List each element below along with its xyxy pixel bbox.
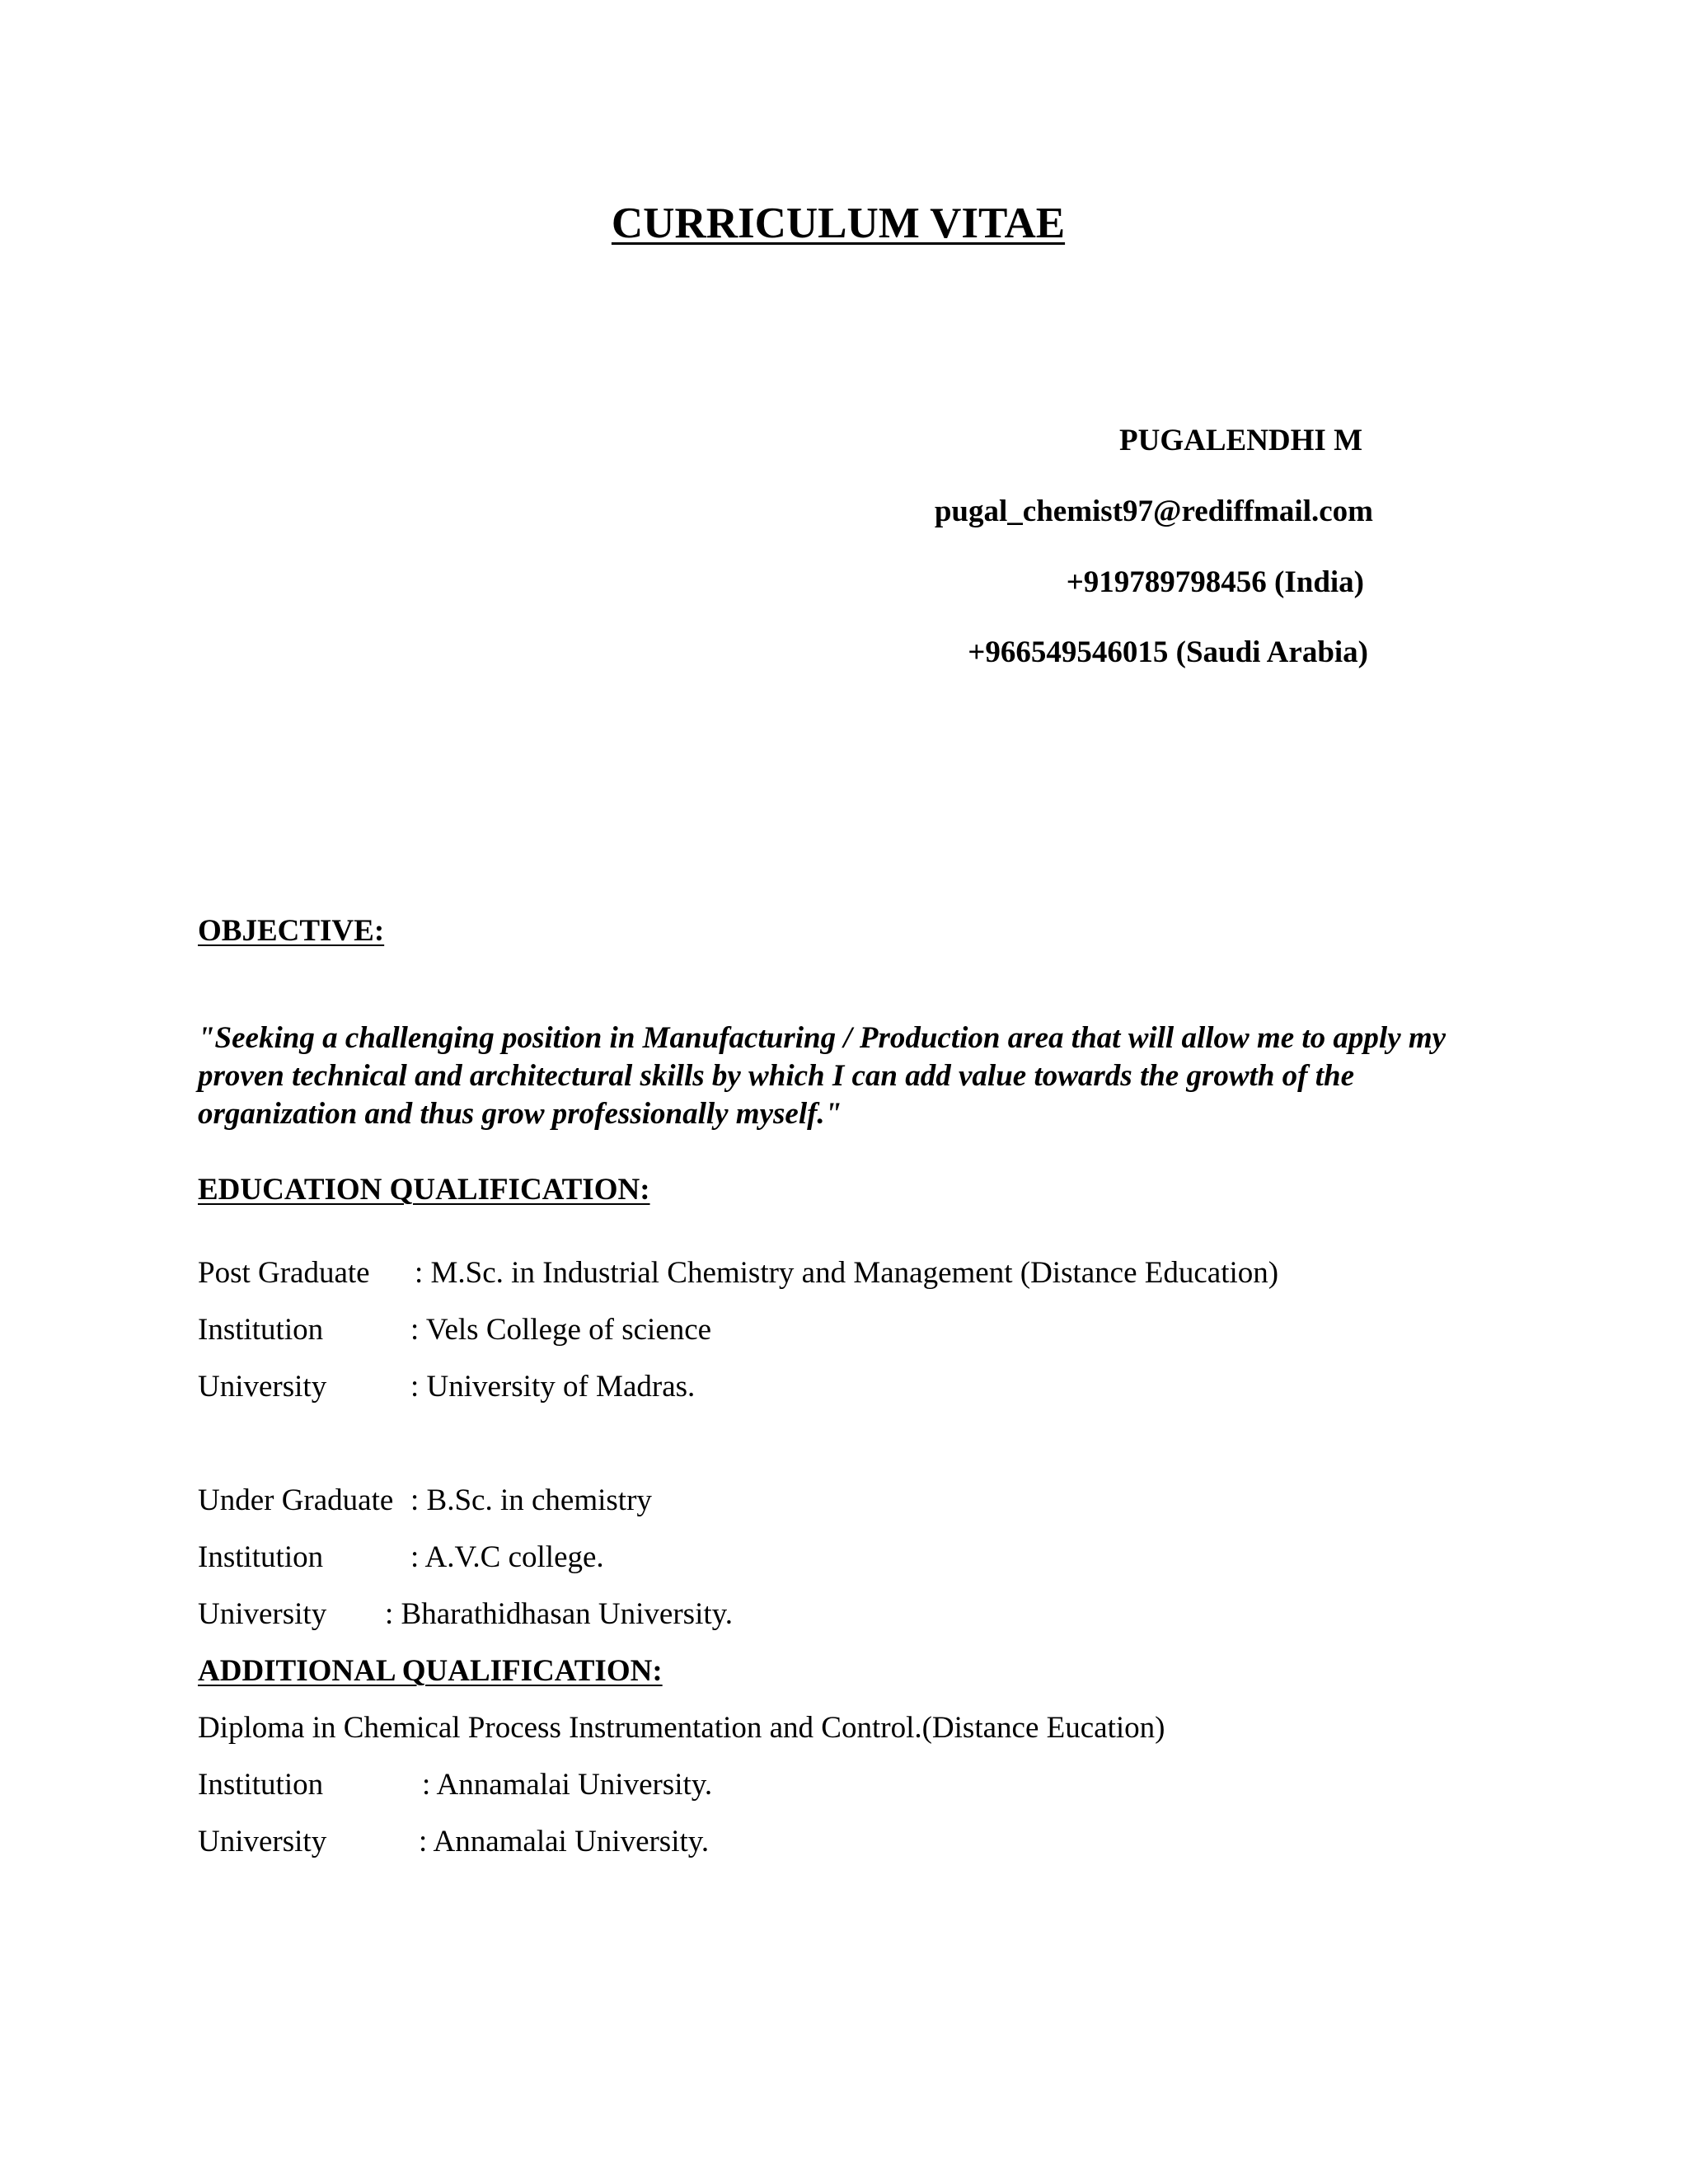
ug-university-row [198,1596,733,1633]
title-text: CURRICULUM VITAE [611,199,1066,247]
pg-university-value: : University of Madras. [410,1370,696,1404]
document-title [0,195,1688,251]
pg-degree-row [198,1254,1278,1292]
add-university-value: : Annamalai University. [419,1825,710,1858]
pg-university-row [198,1368,695,1406]
ug-institution-row [198,1539,604,1577]
add-institution-value: : Annamalai University. [422,1768,713,1802]
ug-university-label: University [198,1597,327,1631]
ug-university-value: : Bharathidhasan University. [385,1597,733,1631]
contact-phone-india: +919789798456 (India) [1066,565,1364,599]
contact-name: PUGALENDHI M [1119,424,1362,457]
pg-degree-value: : M.Sc. in Industrial Chemistry and Management (Distance Education) [415,1256,1279,1290]
ug-institution-value: : A.V.C college. [410,1540,604,1574]
contact-phone-saudi: +966549546015 (Saudi Arabia) [968,635,1368,669]
pg-institution-value: : Vels College of science [410,1313,712,1347]
add-institution-row [198,1766,712,1804]
add-institution-label: Institution [198,1768,324,1802]
contact-email: pugal_chemist97@rediffmail.com [934,494,1373,528]
pg-institution-label: Institution [198,1313,324,1347]
add-university-row [198,1823,709,1861]
ug-degree-row [198,1482,652,1520]
diploma-row: Diploma in Chemical Process Instrumentation and Control.(Distance Eucation) [198,1711,1165,1745]
objective-heading: OBJECTIVE: [198,914,385,948]
pg-degree-label: Post Graduate [198,1256,370,1290]
pg-institution-row [198,1311,711,1349]
objective-text: "Seeking a challenging position in Manufacturing / Production area that will allow me to apply my proven technical and architectural skills by which I can add value towards the growth of the organization and thus grow professionally myself." [198,1021,1447,1131]
education-heading: EDUCATION QUALIFICATION: [198,1173,650,1207]
pg-university-label: University [198,1370,327,1404]
ug-degree-label: Under Graduate [198,1483,394,1517]
ug-degree-value: : B.Sc. in chemistry [410,1483,652,1517]
additional-heading: ADDITIONAL QUALIFICATION: [198,1654,663,1688]
ug-institution-label: Institution [198,1540,324,1574]
add-university-label: University [198,1825,327,1858]
